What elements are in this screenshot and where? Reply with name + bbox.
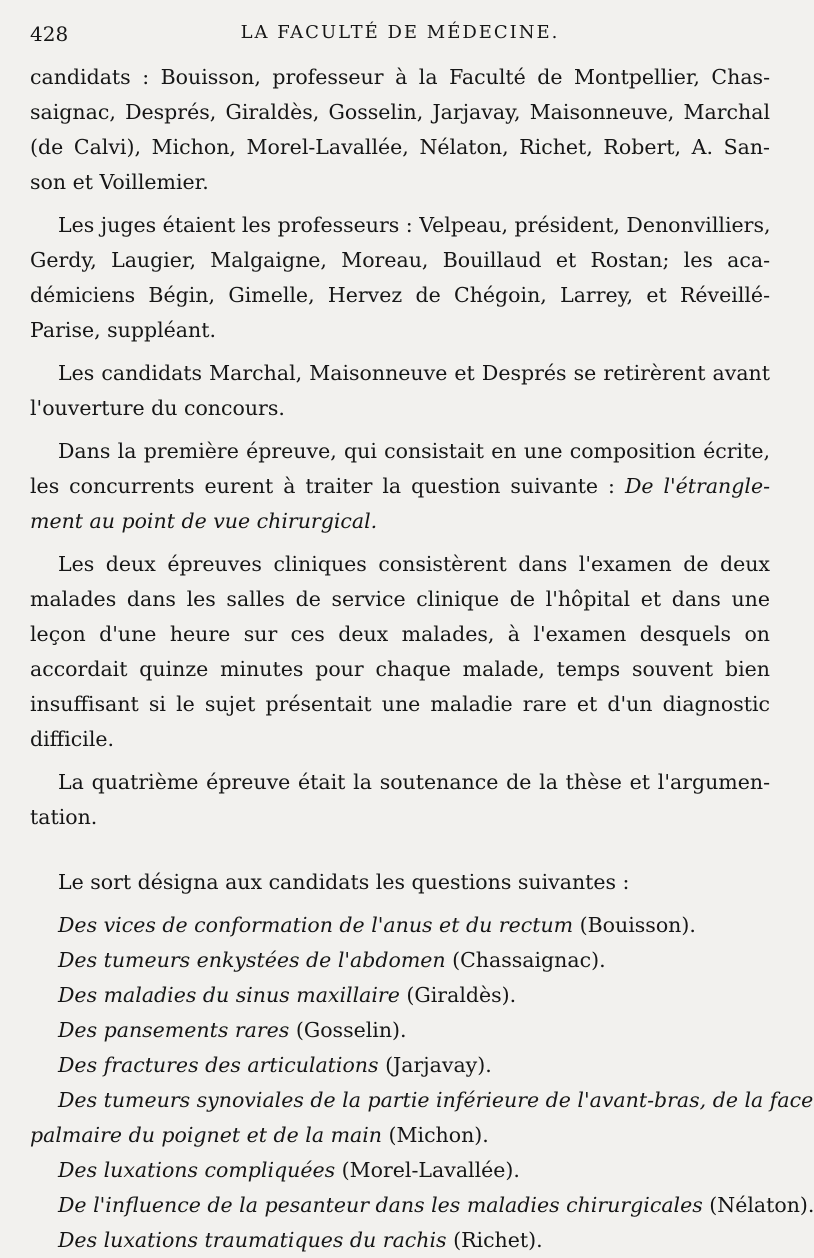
question-title: Des fractures des articulations: [58, 1053, 379, 1077]
italic-question-title: ment au point de vue chirurgical.: [30, 509, 378, 533]
text-line: Les deux épreuves cliniques consistèrent dans l'examen de deux: [58, 552, 770, 576]
question-candidate: (Bouisson).: [573, 913, 696, 937]
text-line: Dans la première épreuve, qui consistait en une composition écrite,: [58, 439, 770, 463]
question-title: Des tumeurs enkystées de l'abdomen: [58, 948, 446, 972]
question-candidate: (Richet).: [446, 1228, 543, 1252]
question-candidate: (Morel-Lavallée).: [335, 1158, 520, 1182]
text-line: Parise, suppléant.: [30, 318, 216, 342]
questions-intro: Le sort désigna aux candidats les questions suivantes :: [58, 870, 630, 894]
question-title: Des maladies du sinus maxillaire: [58, 983, 400, 1007]
text-line: saignac, Després, Giraldès, Gosselin, Jarjavay, Maisonneuve, Marchal: [30, 100, 770, 124]
question-item: [30, 943, 770, 978]
question-candidate: (Jarjavay).: [378, 1053, 492, 1077]
question-title: palmaire du poignet et de la main: [30, 1123, 383, 1147]
paragraph-first-test: [30, 434, 770, 539]
text-line: [30, 504, 770, 539]
question-item: [30, 1223, 770, 1258]
paragraph-candidates: [30, 60, 770, 200]
question-candidate: (Gosselin).: [289, 1018, 407, 1042]
paragraph-judges: [30, 208, 770, 348]
page-number: 428: [30, 22, 69, 46]
question-item: [30, 1188, 814, 1223]
text-line: [30, 469, 770, 504]
text-line: difficile.: [30, 727, 115, 751]
text-line: La quatrième épreuve était la soutenance de la thèse et l'argumen-: [58, 770, 770, 794]
question-candidate: (Giraldès).: [399, 983, 517, 1007]
text-line: tation.: [30, 805, 98, 829]
question-item: [30, 908, 770, 943]
running-title: LA FACULTÉ DE MÉDECINE.: [240, 22, 560, 43]
question-candidate: (Chassaignac).: [445, 948, 606, 972]
question-title: Des vices de conformation de l'anus et du rectum: [58, 913, 574, 937]
text-line: Les candidats Marchal, Maisonneuve et Després se retirèrent avant: [58, 361, 770, 385]
text-line: Les juges étaient les professeurs : Velpeau, président, Denonvilliers,: [58, 213, 771, 237]
text-line: (de Calvi), Michon, Morel-Lavallée, Nélaton, Richet, Robert, A. San-: [30, 135, 770, 159]
text-line: leçon d'une heure sur ces deux malades, à l'examen desquels on: [30, 622, 770, 646]
text-line: malades dans les salles de service clinique de l'hôpital et dans une: [30, 587, 770, 611]
text-line: démiciens Bégin, Gimelle, Hervez de Chégoin, Larrey, et Réveillé-: [30, 283, 770, 307]
question-item: [30, 1013, 770, 1048]
text-line: Gerdy, Laugier, Malgaigne, Moreau, Bouillaud et Rostan; les aca-: [30, 248, 770, 272]
question-candidate: (Nélaton).: [702, 1193, 814, 1217]
text-line: son et Voillemier.: [30, 170, 209, 194]
text-line: l'ouverture du concours.: [30, 396, 285, 420]
question-item-continuation: [30, 1118, 770, 1153]
italic-question-title: De l'étrangle-: [624, 474, 770, 498]
question-title: Des luxations traumatiques du rachis: [58, 1228, 447, 1252]
question-title: Des pansements rares: [58, 1018, 290, 1042]
page-body: [30, 60, 814, 1258]
question-item: [30, 1083, 814, 1118]
question-candidate: (Michon).: [382, 1123, 489, 1147]
question-item: [30, 978, 770, 1013]
text-line: insuffisant si le sujet présentait une maladie rare et d'un diagnostic: [30, 692, 770, 716]
question-item: [30, 1153, 770, 1188]
question-item: [30, 1048, 770, 1083]
page-header: [30, 22, 770, 52]
text-line: accordait quinze minutes pour chaque malade, temps souvent bien: [30, 657, 770, 681]
question-title: Des luxations compliquées: [58, 1158, 336, 1182]
question-title: Des tumeurs synoviales de la partie inférieure de l'avant-bras, de la face: [58, 1088, 814, 1112]
questions-section: [30, 865, 814, 1258]
text-line: candidats : Bouisson, professeur à la Faculté de Montpellier, Chas-: [30, 65, 770, 89]
text-run: les concurrents eurent à traiter la question suivante :: [30, 474, 615, 498]
paragraph-clinical-tests: [30, 547, 770, 757]
question-title: De l'influence de la pesanteur dans les maladies chirurgicales: [58, 1193, 703, 1217]
paragraph-fourth-test: [30, 765, 770, 835]
paragraph-withdrawals: [30, 356, 770, 426]
